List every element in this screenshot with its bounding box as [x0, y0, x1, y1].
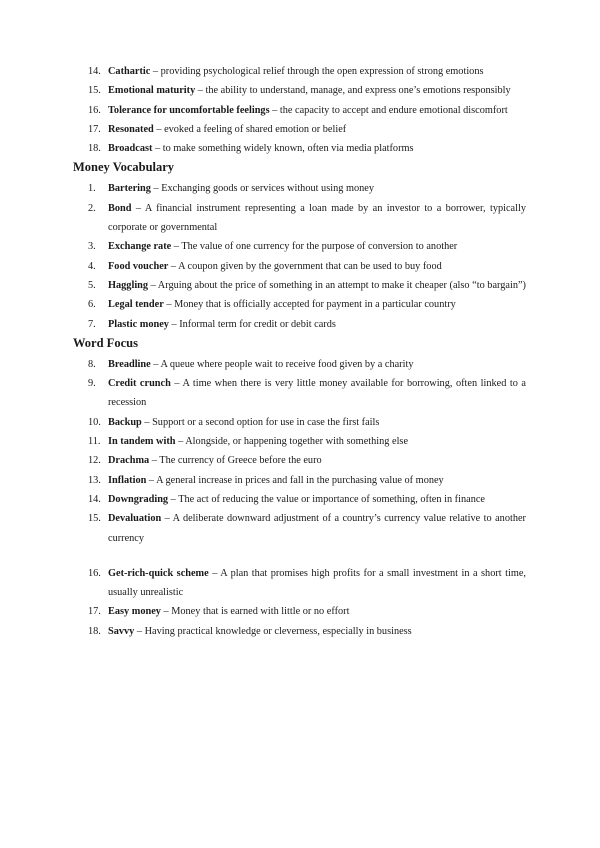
list-item — [88, 374, 526, 413]
item-term: Inflation — [108, 474, 147, 486]
list-item — [88, 120, 526, 139]
item-number: 14. — [88, 493, 101, 505]
list-item — [88, 257, 526, 276]
item-definition: – Support or a second option for use in case the first fails — [141, 416, 380, 428]
item-definition: – Alongside, or happening together with something else — [175, 436, 409, 448]
item-definition: – Having practical knowledge or cleverness, especially in business — [134, 625, 412, 637]
item-number: 2. — [88, 202, 96, 214]
item-term: Easy money — [108, 606, 161, 618]
list-item — [88, 471, 526, 490]
item-definition: – the ability to understand, manage, and express one’s emotions responsibly — [195, 85, 511, 97]
list-item — [88, 276, 526, 295]
item-number: 15. — [88, 513, 101, 525]
list-item — [88, 432, 526, 451]
item-term: Devaluation — [108, 513, 162, 525]
item-term: Bartering — [108, 183, 151, 195]
section-heading-word-focus: Word Focus — [73, 335, 138, 350]
emotion-vocabulary-list — [0, 62, 600, 158]
word-focus-list-continued — [0, 564, 600, 641]
item-definition: – The value of one currency for the purpose of conversion to another — [171, 241, 458, 253]
item-number: 11. — [88, 436, 101, 448]
item-number: 18. — [88, 143, 101, 155]
list-item — [88, 179, 526, 198]
list-item — [88, 622, 526, 641]
item-term: Legal tender — [108, 299, 164, 311]
item-term: Emotional maturity — [108, 85, 196, 97]
item-number: 14. — [88, 66, 101, 77]
item-number: 10. — [88, 416, 101, 428]
item-number: 5. — [88, 279, 96, 291]
item-definition: – A coupon given by the government that can be used to buy food — [168, 260, 442, 272]
item-number: 9. — [88, 378, 96, 390]
item-definition: – evoked a feeling of shared emotion or belief — [153, 123, 347, 135]
item-number: 1. — [88, 183, 96, 195]
item-definition: – providing psychological relief through the open expression of strong emotions — [150, 66, 484, 77]
item-term: Bond — [108, 202, 132, 214]
item-term: Backup — [108, 416, 142, 428]
list-item — [88, 237, 526, 256]
item-number: 3. — [88, 241, 96, 253]
list-item — [88, 602, 526, 621]
item-definition: – A queue where people wait to receive food given by a charity — [150, 358, 414, 370]
item-definition: – A time when there is very little money available for borrowing, often linked to a recession — [108, 378, 526, 409]
list-item — [88, 509, 526, 548]
item-definition: – Arguing about the price of something in an attempt to make it cheaper (also “to bargain”) — [148, 279, 526, 291]
list-item — [88, 81, 526, 100]
word-focus-list — [0, 355, 600, 548]
item-term: In tandem with — [108, 436, 176, 448]
item-term: Cathartic — [108, 66, 151, 77]
item-number: 12. — [88, 455, 101, 467]
item-number: 16. — [88, 104, 101, 116]
item-number: 17. — [88, 606, 101, 618]
item-term: Downgrading — [108, 493, 169, 505]
list-item — [88, 413, 526, 432]
section-heading-money-vocabulary: Money Vocabulary — [73, 160, 175, 175]
list-item — [88, 62, 526, 81]
list-item — [88, 355, 526, 374]
item-term: Tolerance for uncomfortable feelings — [108, 104, 270, 116]
item-definition: – A general increase in prices and fall in the purchasing value of money — [146, 474, 444, 486]
paragraph-gap — [0, 548, 600, 564]
list-item — [88, 451, 526, 470]
item-definition: – The currency of Greece before the euro — [149, 455, 322, 467]
list-item — [88, 490, 526, 509]
item-definition: – A plan that promises high profits for a small investment in a short time, usually unrealistic — [108, 567, 527, 599]
item-definition: – Money that is officially accepted for payment in a particular country — [163, 299, 456, 311]
item-number: 17. — [88, 123, 101, 135]
money-vocabulary-list — [0, 179, 600, 333]
item-term: Savvy — [108, 625, 135, 637]
item-term: Haggling — [108, 279, 149, 291]
item-number: 15. — [88, 85, 101, 97]
item-definition: – The act of reducing the value or importance of something, often in finance — [168, 493, 485, 505]
item-number: 4. — [88, 260, 96, 272]
list-item — [88, 101, 526, 120]
item-term: Get-rich-quick scheme — [108, 567, 209, 579]
list-item — [88, 564, 527, 603]
item-definition: – A financial instrument representing a loan made by an investor to a borrower, typically corporate or governmental — [108, 202, 526, 234]
item-definition: – Informal term for credit or debit cards — [168, 318, 336, 330]
item-term: Food voucher — [108, 260, 169, 272]
item-term: Broadcast — [108, 143, 153, 155]
item-number: 8. — [88, 358, 96, 370]
list-item — [88, 315, 526, 334]
item-term: Resonated — [108, 123, 154, 135]
item-term: Exchange rate — [108, 241, 172, 253]
item-definition: – Exchanging goods or services without using money — [150, 183, 374, 195]
item-number: 18. — [88, 625, 101, 637]
document-page — [0, 62, 600, 641]
item-definition: – Money that is earned with little or no effort — [160, 606, 350, 618]
item-number: 7. — [88, 318, 96, 330]
list-item — [88, 295, 526, 314]
list-item — [88, 199, 526, 238]
item-term: Breadline — [108, 358, 151, 370]
item-number: 13. — [88, 474, 101, 486]
item-term: Credit crunch — [108, 378, 171, 390]
list-item — [88, 139, 526, 158]
item-number: 6. — [88, 299, 96, 311]
item-term: Plastic money — [108, 318, 169, 330]
item-definition: – the capacity to accept and endure emotional discomfort — [269, 104, 508, 116]
item-definition: – to make something widely known, often via media platforms — [152, 143, 414, 155]
item-definition: – A deliberate downward adjustment of a country’s currency value relative to another currency — [108, 513, 526, 544]
item-number: 16. — [88, 567, 101, 579]
item-term: Drachma — [108, 455, 150, 467]
